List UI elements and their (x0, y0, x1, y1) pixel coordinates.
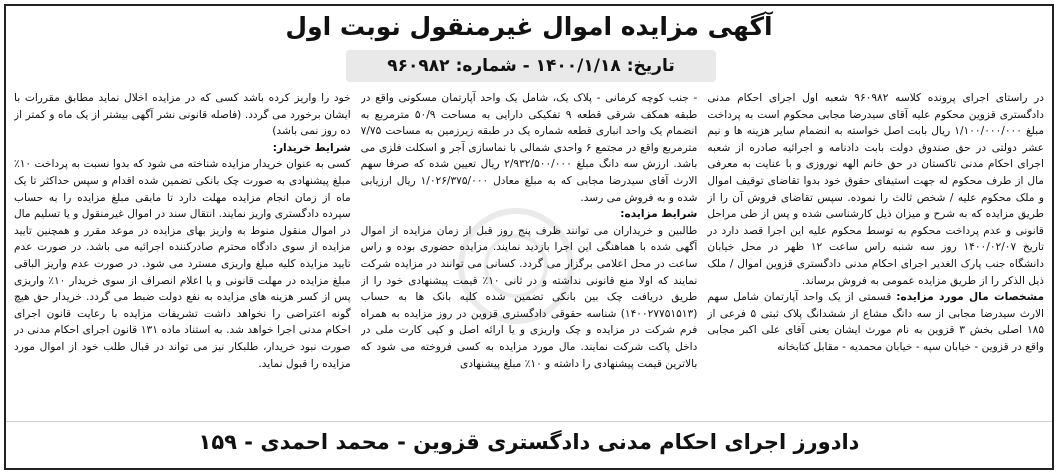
buyer-conditions-heading: شرایط خریدار: (272, 141, 351, 154)
column-left (14, 90, 351, 420)
auction-notice (4, 4, 1054, 470)
property-specs-heading: مشخصات مال مورد مزایده: (896, 291, 1044, 304)
number-value: ۹۶۰۹۸۲ (387, 56, 450, 76)
notice-columns (14, 90, 1044, 420)
auction-conditions-text: طالبین و خریداران می توانند ظرف پنج روز قبل از زمان مزایده از اموال آگهی شده با هماهنگی این اجرا بازدید نمایند. مزایده حضوری بوده و راس ساعت در محل اعلامی برگزار می گردد. کسانی می توانند در مزایده شرکت نمایند که اولا منع قانونی نداشته و در ثانی ۱۰٪ قیمت پیشنهادی خود را از طریق دریافت چک بین بانکی تضمین شده کلیه بانک ها به حساب (۱۴۰۰۲۷۷۵۱۵۱۳) شناسه حقوقی دادگستری قزوین در روز مزایده به همراه فرم شرکت در مزایده و چک واریزی و یا ارائه اصل و کپی کارت ملی در داخل پاکت شرکت نمایند. مال مورد مزایده به کسی فروخته می شود که بالاترین قیمت پیشنهادی را داشته و ۱۰٪ مبلغ پیشنهادی (360, 224, 698, 370)
auction-conditions-heading: شرایط مزایده: (620, 208, 698, 221)
conditions-continued-text: خود را واریز کرده باشد کسی که در مزایده اخلال نماید مطابق مقررات با ایشان برخورد می گردد. (فاصله قانونی نشر آگهی بیشتر از یک ماه و کمتر از ده روز نمی باشد) (13, 92, 351, 138)
notice-title: آگهی مزایده اموال غیرمنقول نوبت اول (285, 12, 773, 41)
buyer-conditions-text: کسی به عنوان خریدار مزایده شناخته می شود که بدوا نسبت به پرداخت ۱۰٪ مبلغ پیشنهادی به صورت چک بانکی تضمین شده اقدام و سپس حداکثر تا یک ماه از زمان انجام مزایده مهلت دارد تا مابقی مبلغ مزایده را به حساب سپرده دادگستری واریز نمایند. انتقال سند در اموال غیرمنقول و یا تسلیم مال در اموال منقول منوط به واریز بهای مزایده در موعد مقرر و همچنین تایید مزایده از سوی دادگاه محترم صادرکننده اجرائیه می باشد. در صورت عدم تایید مزایده کلیه مبلغ واریزی مسترد می شود. در صورت عدم واریز الباقی مبلغ مزایده در مهلت قانونی و یا اعلام انصراف از سوی خریدار ۱۰٪ واریزی پس از کسر هزینه های مزایده به نفع دولت ضبط می گردد. خریدار حق هیچ گونه اعتراضی را نخواهد داشت تشریفات مزایده با رعایت قانون اجرای احکام مدنی اجرا خواهد شد. به استناد ماده ۱۳۱ قانون اجرای احکام مدنی در صورت نبود خریدار، طلبکار نیز می تواند در قبال طلب خود از اموال مورد مزایده را قبول نماید. (13, 158, 351, 370)
date-value: ۱۴۰۰/۱/۱۸ (535, 56, 621, 76)
date-number-line (346, 50, 716, 82)
intro-paragraph: در راستای اجرای پرونده کلاسه ۹۶۰۹۸۲ شعبه اول اجرای احکام مدنی دادگستری قزوین محکوم علیه آقای سیدرضا مجابی محکوم است به پرداخت مبلغ ۱/۱۰۰/۰۰۰/۰۰۰ ریال بابت اصل خواسته به انضمام سایر هزینه ها و نیم عشر دولتی در حق صندوق دولت بابت دادنامه و اجرائیه صادره از شعبه اجرای احکام مدنی تاکستان در حق خانم الهه نوروزی و با عنایت به معرفی مال از طرف محکوم له جهت استیفای حقوق خود بدوا تقاضای توقیف اموال و ملک محکوم علیه / شخص ثالث را نموده. سپس تقاضای فروش آن را از طریق مزایده که به شرح و میزان ذیل کارشناسی شده و پس از طی مراحل قانونی و عدم پرداخت محکوم به توسط محکوم علیه این اجرا قصد دارد در تاریخ ۱۴۰۰/۰۲/۰۷ روز سه شنبه راس ساعت ۱۲ ظهر در محل خیابان دانشگاه جنب پارک الغدیر اجرای احکام مدنی دادگستری قزوین اموال / ملک ذیل الذکر را از طریق مزایده عمومی به فروش برساند. (707, 92, 1044, 287)
column-right (707, 90, 1044, 420)
date-label: تاریخ: (626, 56, 675, 76)
number-label: - شماره: (455, 56, 530, 76)
property-continued-text: - جنب کوچه کرمانی - پلاک یک، شامل یک واحد آپارتمان مسکونی واقع در طبقه همکف شرقی قطعه ۹ تفکیکی دارایی به مساحت ۵۰/۹ مترمربع به انضمام یک واحد انباری قطعه شماره یک در طبقه زیرزمین به مساحت ۷/۷۵ مترمربع واقع در مجتمع ۶ واحدی شمالی با نماسازی آجر و اسکلت فلزی می باشد. ارزش سه دانگ مبلغ ۲/۹۳۲/۵۰۰/۰۰۰ ریال تعیین شده که صرفا سهم الارث آقای سیدرضا مجابی که به مبلغ معادل ۱/۰۲۶/۳۷۵/۰۰۰ ریال ارزیابی شده و به فروش می رسد. (360, 92, 698, 204)
notice-signature-footer: دادورز اجرای احکام مدنی دادگستری قزوین - محمد احمدی - ۱۵۹ (6, 421, 1052, 462)
column-middle (361, 90, 698, 420)
property-specs-text: قسمتی از یک واحد آپارتمان شامل سهم الارث سیدرضا مجابی از سه دانگ مشاع از ششدانگ پلاک ثبتی ۵ فرعی از ۱۸۵ اصلی بخش ۳ قزوین به نام مورث ایشان یعنی آقای علی اکبر مجابی واقع در قزوین - خیابان سپه - خیابان محمدیه - مقابل کتابخانه (707, 291, 1044, 353)
